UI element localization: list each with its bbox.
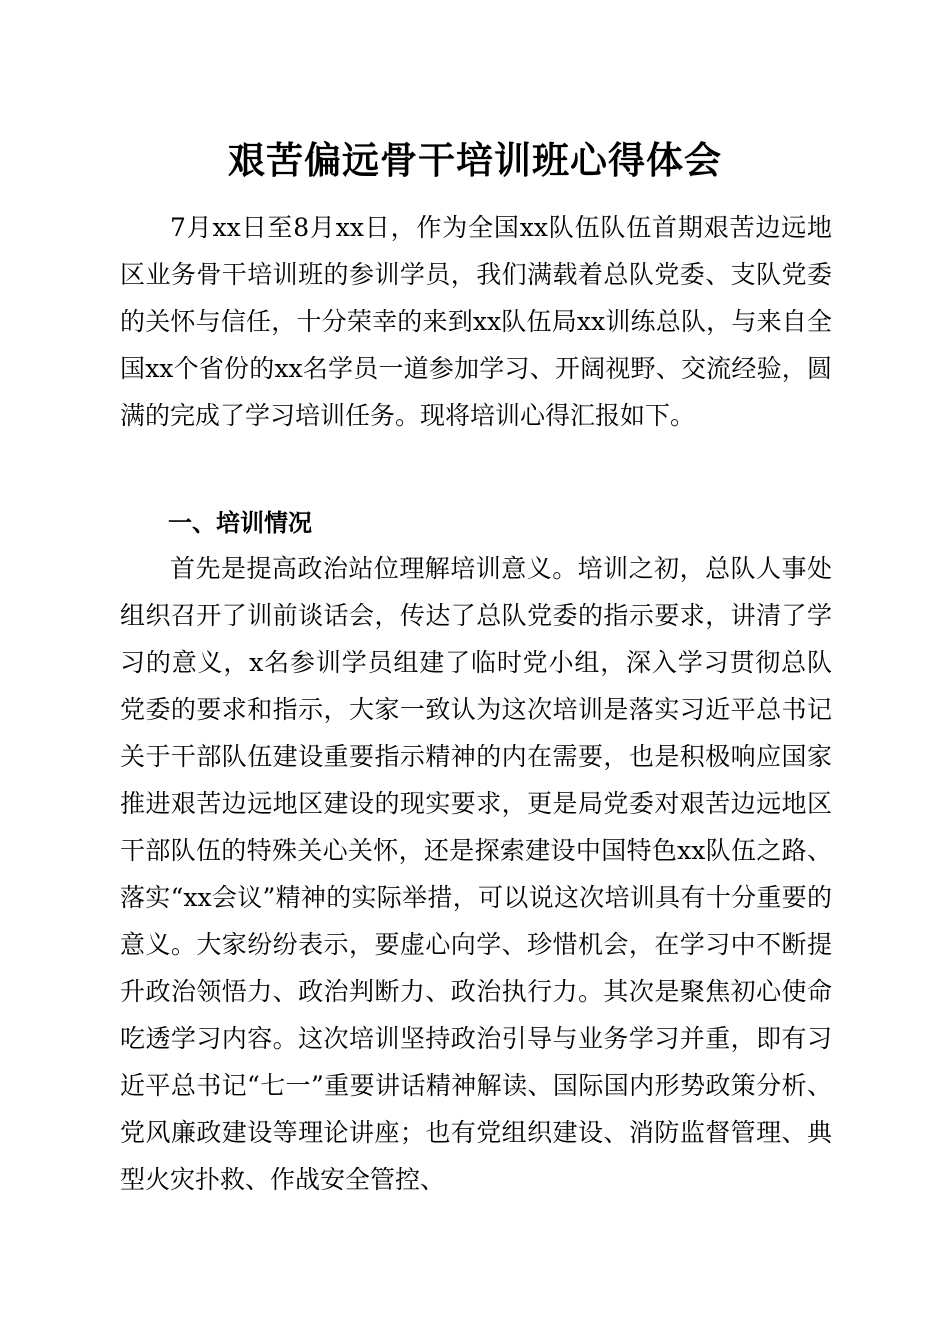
section-heading: 一、培训情况 xyxy=(168,509,312,537)
intro-paragraph: 7月xx日至8月xx日，作为全国xx队伍队伍首期艰苦边远地区业务骨干培训班的参训学员，我们满载着总队党委、支队党委的关怀与信任，十分荣幸的来到xx队伍局xx训练总队，与来自全国xx个省份的xx名学员一道参加学习、开阔视野、交流经验，圆满的完成了学习培训任务。现将培训心得汇报如下。 xyxy=(120,213,832,430)
document-title: 艰苦偏远骨干培训班心得体会 xyxy=(228,138,722,182)
intro-section xyxy=(120,204,832,439)
training-paragraph: 首先是提高政治站位理解培训意义。培训之初，总队人事处组织召开了训前谈话会，传达了总队党委的指示要求，讲清了学习的意义，x名参训学员组建了临时党小组，深入学习贯彻总队党委的要求和指示，大家一致认为这次培训是落实习近平总书记关于干部队伍建设重要指示精神的内在需要，也是积极响应国家推进艰苦边远地区建设的现实要求，更是局党委对艰苦边远地区干部队伍的特殊关心关怀，还是探索建设中国特色xx队伍之路、落实“xx会议”精神的实际举措，可以说这次培训具有十分重要的意义。大家纷纷表示，要虚心向学、珍惜机会，在学习中不断提升政治领悟力、政治判断力、政治执行力。其次是聚焦初心使命吃透学习内容。这次培训坚持政治引导与业务学习并重，即有习近平总书记“七一”重要讲话精神解读、国际国内形势政策分析、党风廉政建设等理论讲座；也有党组织建设、消防监督管理、典型火灾扑救、作战安全管控、 xyxy=(120,554,832,1194)
training-section xyxy=(120,545,832,1203)
